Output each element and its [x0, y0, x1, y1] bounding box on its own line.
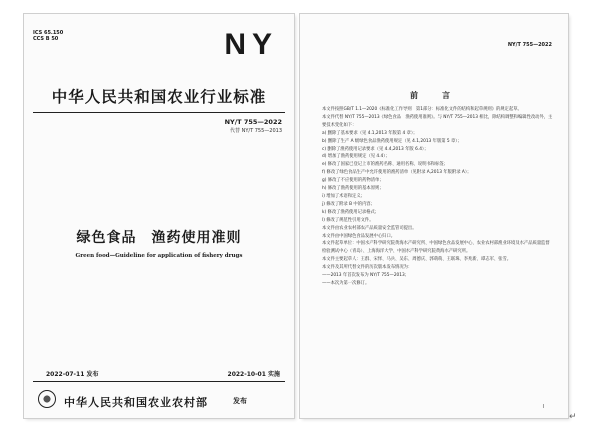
- classification-codes: [33, 30, 63, 42]
- publish-date: 2022-07-11 发布: [46, 371, 99, 378]
- paragraph: 本文件由农业农村部农产品质量安全监管司提出。: [322, 225, 417, 231]
- list-item: b) 删除了生产 A 级绿色食品渔药使用规定（见 4.1,2013 年版第 5 章）；: [322, 138, 462, 144]
- footer-rule: [33, 381, 285, 382]
- list-item: j) 修改了附录 B 中的内容；: [322, 201, 375, 207]
- list-item: h) 修改了渔药使用的基本原则；: [322, 186, 384, 192]
- issuing-ministry: 中华人民共和国农业农村部: [64, 396, 208, 409]
- paragraph: 本文件及其所代替文件的历次版本发布情况为：: [322, 265, 413, 271]
- list-item: e) 修改了国家已登记上市的渔药名称、通用名称、说明书和标签；: [322, 162, 448, 168]
- issue-label: 发布: [233, 397, 247, 405]
- page-number: I: [542, 404, 544, 410]
- list-item: ——本次为第一次修订。: [322, 280, 370, 286]
- paragraph-return-mark: ↵: [569, 412, 577, 422]
- paragraph: 本文件代替 NY/T 755—2013《绿色食品 渔药使用准则》。与 NY/T 755—2013 相比，除结构调整和编辑性改动外，主要技术变化如下：: [322, 114, 553, 128]
- foreword-heading: 前 言: [410, 91, 458, 100]
- document-title-cn: 绿色食品 渔药使用准则: [76, 230, 242, 246]
- ny-logo: NY: [224, 28, 278, 61]
- paragraph: 本文件由中国绿色食品发展中心归口。: [322, 233, 396, 239]
- cover-page: [24, 14, 294, 418]
- replaces-note: 代替 NY/T 755—2013: [230, 128, 282, 134]
- ics-code: ICS 65.150: [33, 30, 64, 36]
- paragraph: 本文件起草单位：中国水产科学研究院黄海水产研究所、中国绿色食品发展中心、农业农村部渔业环境及水产品质量监督检验测试中心（青岛）、上海海洋大学、中国水产科学研究院黄海水产研究所。: [322, 241, 550, 255]
- foreword-page: [300, 14, 568, 418]
- ministry-emblem-icon: [38, 390, 56, 408]
- title-rule: [33, 112, 285, 113]
- list-item: g) 修改了不应使用的药物清单；: [322, 178, 384, 184]
- foreword-body: [314, 106, 554, 288]
- paragraph: 本文件按照GB/T 1.1—2020《标准化工作导则 第1部分：标准化文件的结构和起草规则》的规定起草。: [322, 107, 522, 112]
- standard-number: NY/T 755—2022: [224, 118, 282, 126]
- list-item: a) 删除了基本要求（见 4.1,2013 年版第 4 章）；: [322, 130, 418, 136]
- list-item: f) 修改了绿色食品生产中允许使用的渔药清单（见附录 A,2013 年版附录 A）；: [322, 170, 472, 176]
- running-header: NY/T 755—2022: [507, 42, 552, 48]
- list-item: d) 增加了渔药使用规定（见 4.4）；: [322, 154, 390, 160]
- implement-date: 2022-10-01 实施: [227, 371, 280, 378]
- list-item: l) 修改了规范性引用文件。: [322, 217, 374, 223]
- list-item: ——2013 年首次发布为 NY/T 755—2013；: [322, 273, 410, 279]
- paragraph: 本文件主要起草人：王群、宋怿、马兵、吴东、周德庆、郭萌萌、王联珠、李兆新、谭志军、张雪。: [322, 257, 512, 263]
- list-item: c) 删除了渔药使用记录要求（见 4.4,2013 年版 6.4）；: [322, 146, 429, 152]
- standard-title: 中华人民共和国农业行业标准: [51, 88, 267, 106]
- list-item: i) 增加了术语和定义；: [322, 193, 365, 199]
- list-item: k) 修改了渔药使用记录格式；: [322, 209, 380, 215]
- ccs-code: CCS B 50: [33, 36, 59, 42]
- document-title-en: Green food—Guideline for application of fishery drugs: [75, 253, 243, 259]
